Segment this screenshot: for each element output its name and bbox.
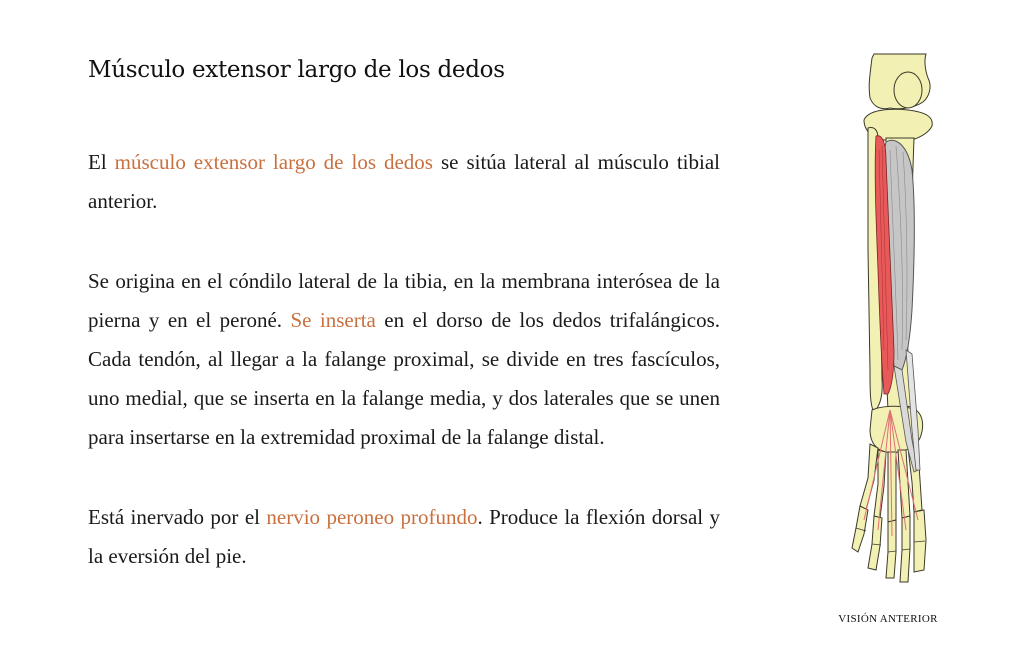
link-insertion[interactable]: Se inserta	[290, 308, 376, 332]
patella	[894, 72, 922, 108]
paragraph-origin-insertion	[88, 262, 720, 457]
page-title: Músculo extensor largo de los dedos	[88, 57, 505, 83]
paragraph-innervation	[88, 498, 720, 576]
figure-caption: VISIÓN ANTERIOR	[838, 613, 938, 625]
paragraph-location	[88, 143, 720, 221]
toe-4	[868, 516, 882, 570]
link-deep-peroneal-nerve[interactable]: nervio peroneo profundo	[266, 505, 478, 529]
article	[88, 50, 720, 576]
paragraph-text: Está inervado por el	[88, 505, 267, 529]
link-extensor-muscle[interactable]: músculo extensor largo de los dedos	[114, 150, 433, 174]
paragraph-text: en el dorso de los dedos trifalángicos. Cada tendón, al llegar a la falange proximal, se divide en tres fascículos, uno medial, que se inserta en la falange media, y dos laterales que se unen para insertarse en la extremidad proximal de la falange distal.	[88, 308, 720, 449]
paragraph-text: Se origina en el cóndilo lateral de la tibia, en la membrana interósea de la pierna y en el peroné.	[88, 269, 720, 332]
toe-3	[886, 520, 896, 578]
leg-anatomy-illustration	[828, 50, 950, 610]
paragraph-text: . Produce la flexión dorsal y la eversión del pie.	[88, 505, 720, 568]
paragraph-text: El	[88, 150, 115, 174]
paragraph-text: se sitúa lateral al músculo tibial anterior.	[88, 150, 720, 213]
